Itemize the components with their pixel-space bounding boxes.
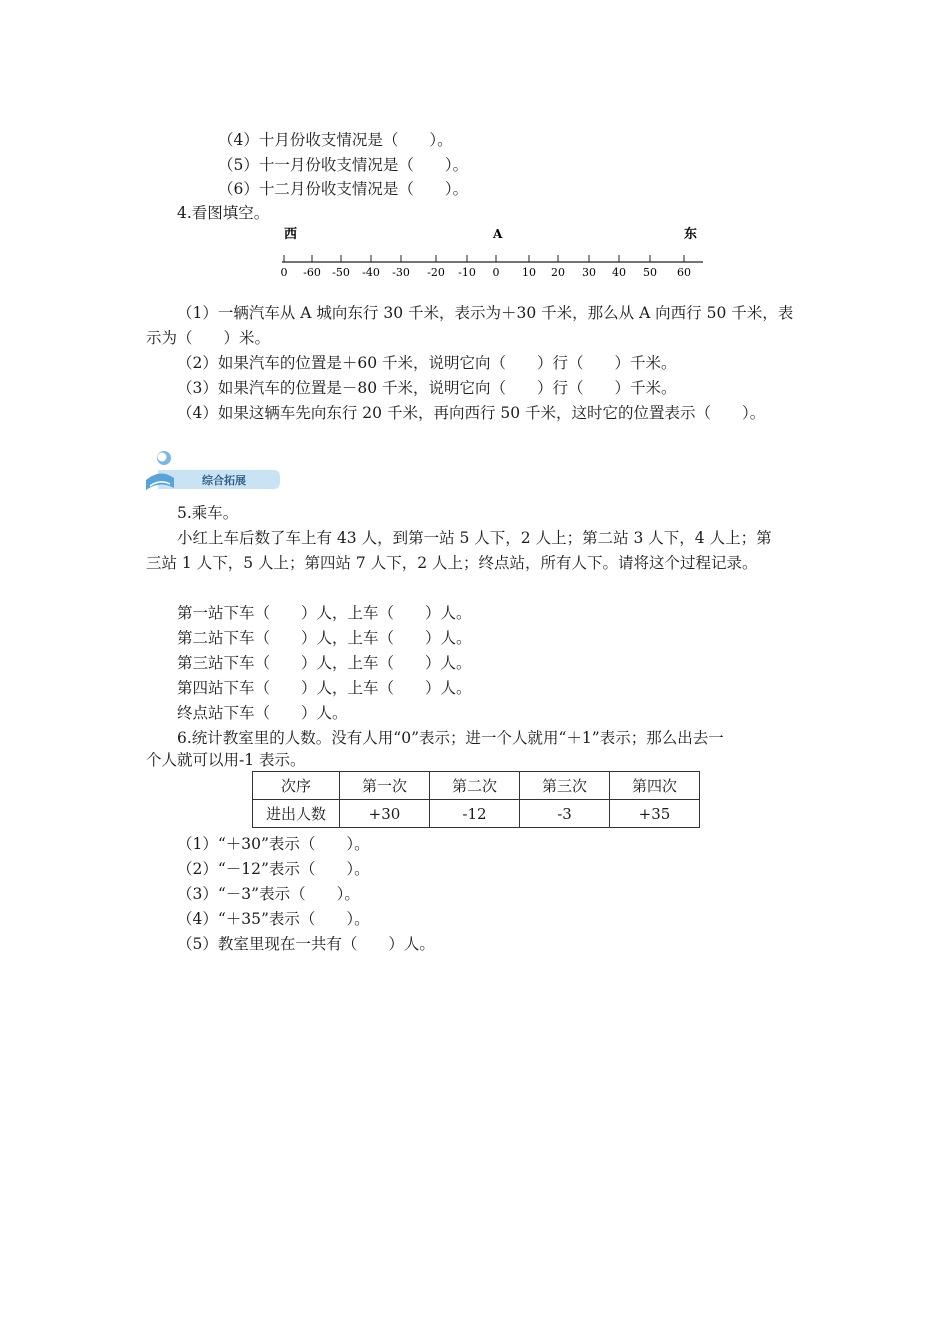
table-cell: 第四次 — [610, 772, 700, 800]
west-label: 西 — [284, 227, 298, 242]
table-cell: +30 — [340, 800, 430, 828]
q6-title-line2: 个人就可以用-1 表示。 — [146, 751, 306, 769]
section-banner — [140, 446, 280, 496]
table-cell: 第二次 — [430, 772, 520, 800]
q6-item-5: （5）教室里现在一共有（ ）人。 — [177, 935, 435, 953]
table-cell: -3 — [520, 800, 610, 828]
q4-title: 4.看图填空。 — [177, 204, 270, 222]
q6-item-2: （2）“－12”表示（ ）。 — [177, 860, 370, 878]
table-row — [253, 800, 700, 828]
q4-item-3: （3）如果汽车的位置是－80 千米，说明它向（ ）行（ ）千米。 — [177, 379, 677, 397]
number-line-tick-label: 30 — [582, 266, 596, 279]
number-line-tick-label: 10 — [522, 266, 536, 279]
number-line-tick-label: -40 — [362, 266, 380, 279]
number-line-tick-label: -20 — [427, 266, 445, 279]
q5-paragraph-line1: 小红上车后数了车上有 43 人，到第一站 5 人下，2 人上；第二站 3 人下，4 人上；第 — [177, 529, 772, 547]
table-cell: 进出人数 — [253, 800, 340, 828]
q4-item-4: （4）如果这辆车先向东行 20 千米，再向西行 50 千米，这时它的位置表示（ ）。 — [177, 404, 766, 422]
number-line-tick-label: -30 — [392, 266, 410, 279]
q4-item-1-line2: 示为（ ）米。 — [146, 329, 271, 347]
q3-item-4: （4）十月份收支情况是（ ）。 — [218, 131, 453, 149]
table-cell: +35 — [610, 800, 700, 828]
number-line-tick-label: 50 — [643, 266, 657, 279]
q4-item-2: （2）如果汽车的位置是＋60 千米，说明它向（ ）行（ ）千米。 — [177, 354, 677, 372]
number-line-ticks — [281, 255, 692, 279]
table-cell: 次序 — [253, 772, 340, 800]
q5-record-1: 第一站下车（ ）人，上车（ ）人。 — [177, 604, 472, 622]
number-line-tick-label: -60 — [303, 266, 321, 279]
q5-record-4: 第四站下车（ ）人，上车（ ）人。 — [177, 679, 472, 697]
q3-item-6: （6）十二月份收支情况是（ ）。 — [218, 180, 469, 198]
table-cell: 第三次 — [520, 772, 610, 800]
number-line-tick-label: 60 — [677, 266, 691, 279]
origin-label-a: A — [493, 227, 503, 241]
table-cell: -12 — [430, 800, 520, 828]
q6-title-line1: 6.统计教室里的人数。没有人用“0”表示；进一个人就用“＋1”表示；那么出去一 — [177, 729, 724, 747]
q5-record-3: 第三站下车（ ）人，上车（ ）人。 — [177, 654, 472, 672]
number-line-tick-label: 20 — [551, 266, 565, 279]
q6-item-1: （1）“＋30”表示（ ）。 — [177, 835, 370, 853]
number-line-tick-label: -10 — [458, 266, 476, 279]
q6-item-4: （4）“＋35”表示（ ）。 — [177, 910, 370, 928]
q5-record-5: 终点站下车（ ）人。 — [177, 704, 348, 722]
number-line — [270, 222, 720, 282]
number-line-tick-label: -50 — [332, 266, 350, 279]
number-line-tick-label: 0 — [280, 266, 288, 279]
q5-paragraph-line2: 三站 1 人下，5 人上；第四站 7 人下，2 人上；终点站，所有人下。请将这个过程记录。 — [146, 554, 758, 572]
table-header-row — [253, 772, 700, 800]
east-label: 东 — [684, 227, 698, 242]
q4-item-1-line1: （1）一辆汽车从 A 城向东行 30 千米，表示为＋30 千米，那么从 A 向西行 50 千米，表 — [177, 304, 794, 322]
number-line-tick-label: 0 — [492, 266, 500, 279]
q5-record-2: 第二站下车（ ）人，上车（ ）人。 — [177, 629, 472, 647]
q6-item-3: （3）“－3”表示（ ）。 — [177, 885, 360, 903]
q3-item-5: （5）十一月份收支情况是（ ）。 — [218, 156, 469, 174]
number-line-tick-label: 40 — [612, 266, 626, 279]
banner-title: 综合拓展 — [202, 474, 246, 487]
table-cell: 第一次 — [340, 772, 430, 800]
people-count-table — [252, 771, 700, 828]
q5-title: 5.乘车。 — [177, 504, 239, 522]
